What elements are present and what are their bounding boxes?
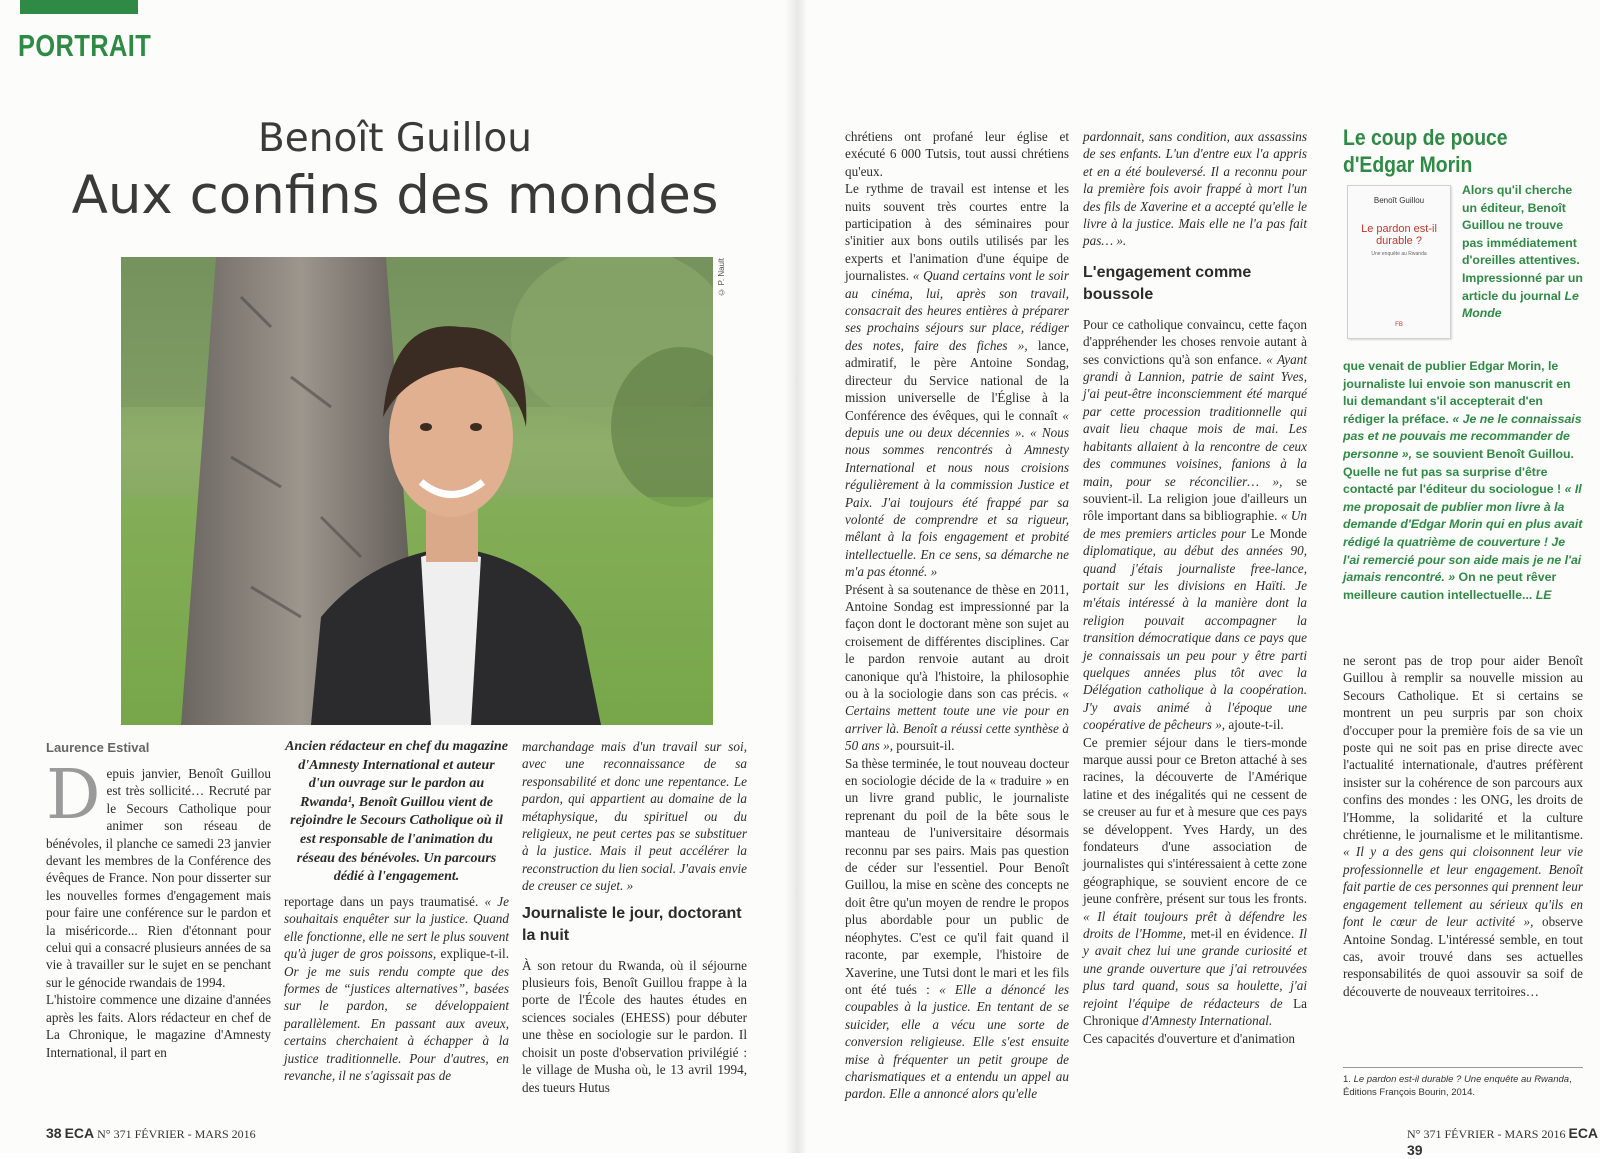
quote-text: Il y avait chez lui une grande curiosité et une grande ouverture que j'ai retrouvées plus tard quand, sous sa houlette, j'ai rejoint l'équipe de rédacteurs de xyxy=(1083,926,1307,1011)
magazine-name: ECA xyxy=(64,1125,95,1141)
issue-label: N° 371 FÉVRIER - MARS 2016 xyxy=(97,1127,256,1141)
subheading-journaliste: Journaliste le jour, doctorant la nuit xyxy=(522,904,742,944)
folio-right xyxy=(1407,1125,1600,1159)
publication-name: La Chronique xyxy=(1083,995,1307,1029)
sidebar-text xyxy=(1462,182,1584,323)
byline: Laurence Estival xyxy=(46,740,150,755)
quote-text: « depuis une ou deux décennies ». « Nous nous sommes rencontrés à Amnesty International et nous nous croisions régulièrement à la commission Justice et Paix. J'ai toujours été frappé par sa volonté de comprendre et sa rigueur, mêlant à la fois engagement et probité intellectuelle. En ce sens, sa démarche ne m'a pas étonné. » xyxy=(845,407,1069,580)
intro-standfirst: Ancien rédacteur en chef du magazine d'Amnesty International et auteur d'un ouvrage sur le pardon au Rwanda¹, Benoît Guillou vient de rejoindre le Secours Catholique où il est responsable de l'animation du réseau des bénévoles. Un parcours dédié à l'engagement. xyxy=(285,739,508,885)
sidebar-signature: LE xyxy=(1535,587,1552,602)
article-text: se souvient-il. La religion joue d'ailleurs un rôle important dans sa bibliographie. xyxy=(1083,473,1307,524)
quote-text: « Elle a dénoncé les coupables à la justice. En tentant de se suicider, elle a vécu une sorte de conversion religieuse. Elle s'est ensuite mise à fréquenter un petit groupe de charismatiques et a entendu un appel au pardon. Elle a annoncé alors qu'elle xyxy=(845,981,1069,1102)
book-subtitle: Une enquête au Rwanda xyxy=(1371,251,1427,257)
portrait-photo xyxy=(121,257,713,725)
quote-text: « Il y a des gens qui cloisonnent leur vie professionnelle et leur engagement. Benoît fait partie de ces personnes qui prennent leur engagement tellement au sérieux qu'ils en font le cœur de leur activité », xyxy=(1343,844,1583,930)
article-text: chrétiens ont profané leur église et exécuté 6 000 Tutsis, tout aussi chrétiens qu'eux. xyxy=(845,129,1069,179)
publication-name: Le Monde xyxy=(1250,525,1307,541)
article-text: poursuit-il. xyxy=(896,738,955,754)
footnote-title: Le pardon est-il durable ? Une enquête au Rwanda xyxy=(1353,1074,1570,1085)
quote-text: « Certains mettent toute une vie pour en arriver là. Benoît a réussi cette synthèse à 50 ans », xyxy=(845,686,1069,754)
article-column-1 xyxy=(46,756,271,1061)
article-column-6 xyxy=(1343,652,1583,1000)
photo-credit: © P. Nault xyxy=(717,258,726,297)
subheading-engagement: L'engagement comme boussole xyxy=(1083,263,1252,303)
sidebar-text-run: se souvient Benoît Guillou. Quelle ne fut pas sa surprise d'être contacté par l'éditeur du sociologue ! xyxy=(1343,446,1574,497)
article-text: met-il en évidence. xyxy=(1190,926,1299,942)
footnote xyxy=(1343,1067,1583,1099)
quote-text: « Quand certains vont le soir au cinéma, lui, après son travail, consacrait des heures entières à préparer ses prochains séjours sur place, rédiger des notes, faire des fiches », xyxy=(845,268,1069,353)
book-author: Benoît Guillou xyxy=(1373,196,1425,205)
article-text: Présent à sa soutenance de thèse en 2011, Antoine Sondag est impressionné par la façon dont le doctorant mène son sujet au croisement de différentes disciplines. Car le pardon renvoie autant au droit canonique qu'à l'histoire, la philosophie ou à la sociologie dans son cas précis. xyxy=(845,581,1069,701)
section-tab-bar xyxy=(20,0,138,14)
article-text: ne seront pas de trop pour aider Benoît Guillou à remplir sa nouvelle mission au Secours Catholique. Et si certains se montrent un peu surpris par son choix d'occuper pour la première fois de sa vie un poste qui ne soit pas en prise directe avec l'actualité internationale, d'autres préfèrent insister sur la cohérence de son parcours aux confins des mondes : les ONG, les droits de l'Homme, la solidarité et la culture chrétienne, le journalisme et le militantisme. xyxy=(1343,653,1583,843)
quote-text: d'Amnesty International. xyxy=(1138,1013,1273,1029)
sidebar-title-line: Le coup de pouce xyxy=(1343,125,1508,150)
quote-text: diplomatique, au début des années 90, quand j'étais journaliste free-lance, portait sur les divisions en Haïti. Je m'étais intéressé à la manière dont la religion pouvait accompagner la transition démocratique dans ce pays que je connaissais un peu pour y être parti quelques années plus tôt avec la Délégation catholique à la coopération. J'y avais animé à l'époque une coopérative de pêcheurs », xyxy=(1083,543,1307,733)
article-paragraph: epuis janvier, Benoît Guillou est très sollicité… Recruté par le Secours Catholique pour animer son réseau de bénévoles, il planche ce samedi 23 janvier devant les membres de la Conférence des évêques de France. Non pour disserter sur les nouvelles formes d'engagement mais pour faire une conférence sur le pardon et la miséricorde... Rien d'étonnant pour celui qui a consacré plusieurs années de sa vie à travailler sur le sujet en se penchant sur le génocide rwandais de 1994. xyxy=(46,766,271,990)
sidebar-text-run: que venait de publier Edgar Morin, le journaliste lui envoie son manuscrit en lui demandant s'il accepterait d'en rédiger la préface. xyxy=(1343,359,1571,426)
headline-title: Aux confins des mondes xyxy=(71,165,719,226)
page-number-left: 38 xyxy=(46,1125,62,1141)
sidebar-quote: « Je ne le connaissais pas et ne pouvais me recommander de personne », xyxy=(1343,411,1582,461)
article-text: Pour ce catholique convaincu, cette façon d'appréhender les choses renvoie autant à ses convictions qu'à son enfance. xyxy=(1083,316,1307,367)
article-column-4 xyxy=(845,128,1069,1103)
headline-name: Benoît Guillou xyxy=(258,116,532,161)
article-text: Ce premier séjour dans le tiers-monde marque aussi pour ce Breton attaché à ses racines, la découverte de l'Amérique latine et des inégalités qui ne cessent de se creuser au fur et à mesure que ces pays se développent. Yves Hardy, un des fondateurs d'une association de journalistes qui s'intéressaient à cette zone géographique, se souvient encore de ce jeune confrère, présent sur tous les fronts. xyxy=(1083,734,1307,907)
book-title: Le pardon est-il durable ? xyxy=(1361,223,1437,247)
article-column-5 xyxy=(1083,128,1307,1047)
sidebar-text-run: Alors qu'il cherche un éditeur, Benoît Guillou ne trouve pas immédiatement d'oreilles attentives. Impressionné par un article du journal xyxy=(1462,183,1583,303)
sidebar-text-continued xyxy=(1343,358,1583,604)
portrait-photo-illustration xyxy=(121,257,713,725)
article-text: reportage dans un pays traumatisé. xyxy=(284,894,485,909)
article-paragraph: À son retour du Rwanda, où il séjourne plusieurs fois, Benoît Guillou frappe à la porte de l'École des hautes études en sciences sociales (EHESS) pour débuter une thèse en sociologie sur le pardon. Il choisit un poste d'observation privilégié : le village de Musha où, le 13 avril 1994, des tueurs Hutus xyxy=(522,957,747,1095)
sidebar-title-line: d'Edgar Morin xyxy=(1343,152,1473,177)
article-text: Sa thèse terminée, le tout nouveau docteur en sociologie décide de la « traduire » en un livre grand public, le journaliste reprenant du poil de la bête sous le manteau de l'universitaire désormais reconnu par ses pairs. Mais pas question de céder sur l'essentiel. Pour Benoît Guillou, la mise en scène des concepts ne doit être qu'un moyen de rendre le propos plus abordable pour un public de néophytes. C'est ce qu'il fait quand il raconte, par exemple, l'histoire de Xaverine, une Tutsi dont le mari et les fils ont été tués : xyxy=(845,755,1069,997)
folio-left xyxy=(46,1125,256,1142)
book-cover xyxy=(1347,185,1451,339)
article-column-3 xyxy=(522,738,747,1096)
footnote-text: , Éditions François Bourin, 2014. xyxy=(1343,1074,1572,1098)
article-column-2 xyxy=(284,893,509,1084)
article-text: ajoute-t-il. xyxy=(1228,717,1284,733)
sidebar-title xyxy=(1343,124,1508,178)
footnote-number: 1. xyxy=(1343,1074,1354,1085)
quote-text: Or je me suis rendu compte que des formes de “justices alternatives”, basées sur le pardon, se développaient parallèlement. En passant aux aveux, certains cherchaient à échapper à la justice traditionnelle. Pour d'autres, en revanche, il ne s'agissait pas de xyxy=(284,963,509,1084)
magazine-name: ECA xyxy=(1568,1125,1599,1141)
sidebar-quote: « Il me proposait de publier mon livre à la demande d'Edgar Morin qui en plus avait rédigé la quatrième de couverture ! Je l'ai remercié pour son aide mais je ne l'ai jamais rencontré. » xyxy=(1343,482,1583,585)
quote-text: « Il était toujours prêt à défendre les droits de l'Homme, xyxy=(1083,908,1307,942)
article-text: lance, admiratif, le père Antoine Sondag, directeur du Service national de la mission universelle de l'Église à la Conférence des évêques, qui le connaît xyxy=(845,337,1069,423)
book-publisher-logo: FB xyxy=(1395,322,1403,328)
quote-text: marchandage mais d'un travail sur soi, avec une reconnaissance de sa responsabilité et donc une repentance. Le pardon, qui appartient au domaine de la métaphysique, du spirituel ou du religieux, ne peut certes pas se substituer à la justice. Mais il peut accélérer la reconstruction du lien social. J'avais envie de creuser ce sujet. » xyxy=(522,739,747,894)
quote-text: « Un de mes premiers articles pour xyxy=(1083,508,1307,541)
article-text: Ces capacités d'ouverture et d'animation xyxy=(1083,1030,1296,1046)
article-paragraph: L'histoire commence une dizaine d'années après les faits. Alors rédacteur en chef de La Chronique, le magazine d'Amnesty International, il part en xyxy=(46,992,271,1060)
article-text: Le rythme de travail est intense et les nuits souvent très courtes entre la participation à des séminaires pour s'initier aux bons outils utilisés par les experts et l'animation d'une équipe de journalistes. xyxy=(845,181,1069,284)
sidebar-text-run: On ne peut rêver meilleure caution intellectuelle... xyxy=(1343,570,1557,602)
quote-text: pardonnait, sans condition, aux assassins de ses enfants. L'un d'entre eux l'a appris et en a été bouleversé. Il a reconnu pour la première fois avoir frappé à mort l'un des fils de Xaverine et a accepté qu'elle le livre à la justice. Mais elle ne l'a pas fait pas… ». xyxy=(1083,129,1307,249)
section-label: PORTRAIT xyxy=(18,28,152,63)
issue-label: N° 371 FÉVRIER - MARS 2016 xyxy=(1407,1127,1566,1141)
page-number-right: 39 xyxy=(1407,1142,1423,1158)
drop-cap: D xyxy=(46,756,101,835)
article-text: explique-t-il. xyxy=(440,946,509,962)
article-text: observe Antoine Sondag. L'intéressé semble, en tout cas, avoir trouvé dans ses actuelles responsabilités de quoi assouvir sa soif de découverte de nouveaux territoires… xyxy=(1343,914,1583,999)
quote-text: « Ayant grandi à Lannion, patrie de saint Yves, j'ai peut-être inconsciemment été marqué par cette procession traditionnelle qui avait lieu chaque mois de mai. Les habitants allaient à la rencontre de ceux des communes voisines, fanions à la main, pour se réconcilier… », xyxy=(1083,351,1307,489)
quote-text: « Je souhaitais enquêter sur la justice. Quand elle fonctionne, elle ne sert le plus souvent qu'à juger de gros poissons, xyxy=(284,894,509,962)
sidebar-publication: Le Monde xyxy=(1462,288,1579,321)
